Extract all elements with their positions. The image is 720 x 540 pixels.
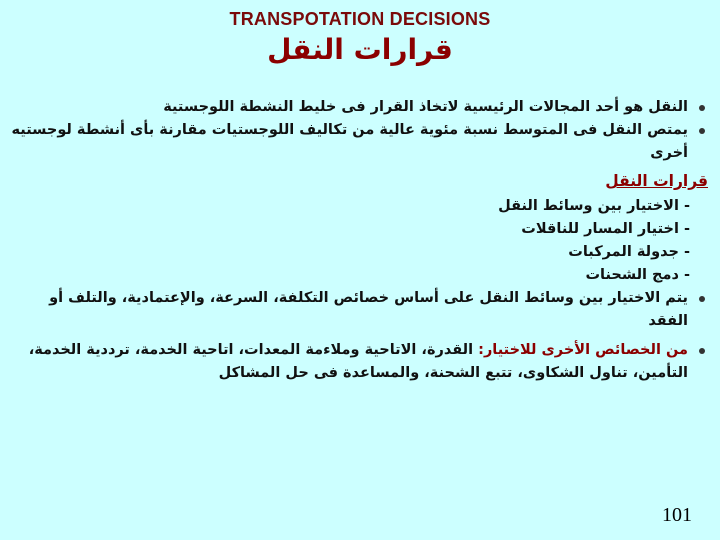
slide-content bbox=[8, 96, 708, 385]
bullet-text: يتم الاختيار بين وسائط النقل على أساس خصائص التكلفة، السرعة، والإعتمادية، والتلف أو الفقد bbox=[49, 290, 688, 329]
bullet-text: القدرة، الاتاحية وملاءمة المعدات، اتاحية الخدمة، ترددية الخدمة، التأمين، تناول الشكاوى، تتبع الشحنة، والمساعدة فى حل المشاكل bbox=[28, 342, 688, 381]
page-number: 101 bbox=[662, 504, 692, 526]
sub-list-item: - الاختيار بين وسائط النقل bbox=[498, 198, 690, 214]
bullet-item bbox=[8, 339, 708, 385]
bullet-dot-icon bbox=[699, 105, 705, 111]
sub-list-item: - دمج الشحنات bbox=[585, 267, 690, 283]
bullet-dot-icon bbox=[699, 296, 705, 302]
bullet-text: النقل هو أحد المجالات الرئيسية لاتخاذ القرار فى خليط النشطة اللوجستية bbox=[163, 99, 688, 115]
section-heading: قرارات النقل bbox=[605, 172, 708, 190]
bullet-label: من الخصائص الأخرى للاختيار: bbox=[478, 342, 688, 358]
sub-list-item: - اختيار المسار للناقلات bbox=[521, 221, 690, 237]
bullet-item bbox=[8, 119, 708, 165]
sub-list-item: - جدولة المركبات bbox=[568, 244, 690, 260]
bullet-item bbox=[8, 287, 708, 333]
bullet-dot-icon bbox=[699, 348, 705, 354]
bullet-text: يمتص النقل فى المتوسط نسبة مئوية عالية من تكاليف اللوجستيات مقارنة بأى أنشطة لوجستيه أخرى bbox=[11, 122, 688, 161]
slide-title-arabic: قرارات النقل bbox=[267, 33, 453, 66]
bullet-dot-icon bbox=[699, 128, 705, 134]
slide-title-english: TRANSPOTATION DECISIONS bbox=[229, 9, 491, 29]
bullet-item bbox=[8, 96, 708, 119]
